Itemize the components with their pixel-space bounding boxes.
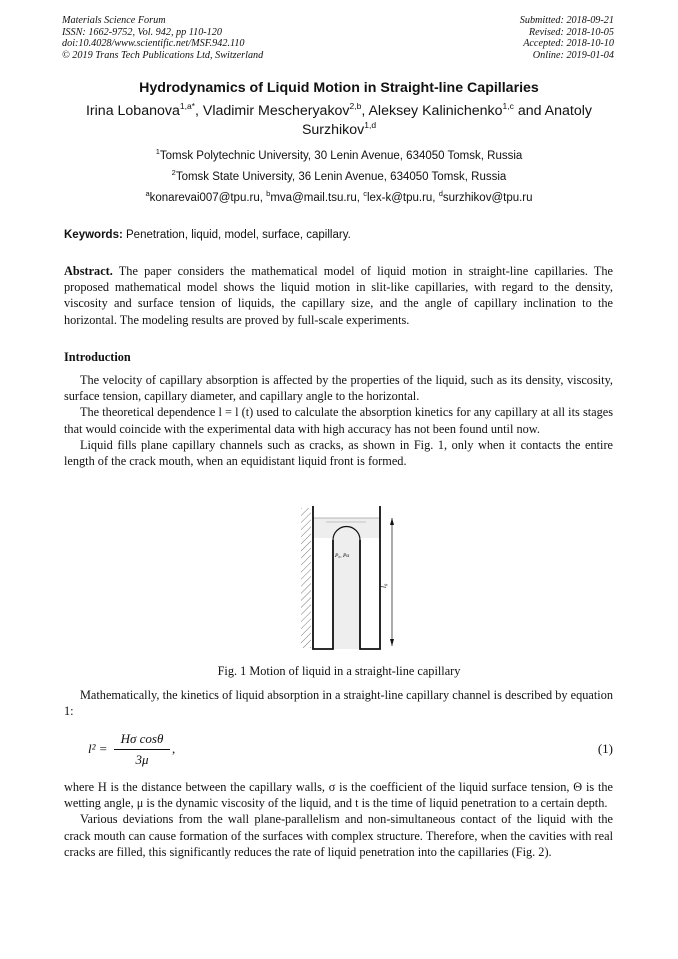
email-link[interactable]: lex-k@tpu.ru, [366, 192, 439, 204]
email-link[interactable]: konarevai007@tpu.ru, [149, 192, 267, 204]
liquid-column [333, 527, 360, 649]
journal-copyright: © 2019 Trans Tech Publications Ltd, Switzerland [62, 49, 264, 61]
equation-1 [88, 731, 613, 771]
date-accepted: Accepted: 2018-10-10 [523, 38, 614, 49]
introduction-body [64, 372, 613, 469]
author-affil-mark: 1,d [364, 120, 377, 130]
paragraph: Various deviations from the wall plane-parallelism and non-simultaneous contact of the liquid with the crack mouth can cause formation of the surfaces with complex structure. Therefore, when the cavities with real cracks are filled, this significantly reduces the rate of liquid penetration into the capillaries (Fig. 2). [64, 812, 613, 859]
date-submitted: Submitted: 2018-09-21 [519, 15, 614, 26]
date-online: Online: 2019-01-04 [532, 49, 614, 61]
math-paragraph: Mathematically, the kinetics of liquid absorption in a straight-line capillary channel is described by equation 1: [64, 688, 613, 719]
author-separator: , [194, 103, 203, 119]
journal-name: Materials Science Forum [62, 15, 166, 26]
left-wall-hatching [301, 508, 311, 648]
paragraph: The velocity of capillary absorption is affected by the properties of the liquid, such as its density, viscosity, surface tension, capillary diameter, and capillary angle to the horizontal. [64, 373, 613, 404]
after-equation-body [64, 779, 613, 860]
affiliation: $^1$Tomsk Polytechnic University, 30 Lenin Avenue, 634050 Tomsk, Russia [155, 147, 523, 162]
figure-caption: Fig. 1 Motion of liquid in a straight-line capillary [217, 664, 461, 678]
affiliation: $^2$Tomsk State University, 36 Lenin Avenue, 634050 Tomsk, Russia [171, 168, 507, 183]
author-affil-mark: 2,b [349, 101, 362, 111]
equation-numerator: Hσ cosθ [114, 731, 170, 750]
keywords-text: Penetration, liquid, model, surface, capillary. [126, 229, 351, 241]
abstract-text: The paper considers the mathematical model of liquid motion in straight-line capillaries. The proposed mathematical model shows the liquid motion in slit-like capillaries, with regard to the density, viscosity and surface tension of liquids, the capillary size, and the angle of capillary inclination to the horizontal. The modeling results are proved by full-scale experiments. [64, 264, 613, 327]
date-revised: Revised: 2018-10-05 [528, 26, 614, 38]
equation-fraction [114, 731, 170, 768]
journal-info [62, 15, 263, 61]
pressure-label: P₀, Pа [335, 553, 350, 559]
equation-number: (1) [597, 741, 613, 756]
paragraph: where H is the distance between the capillary walls, σ is the coefficient of the liquid surface tension, Θ is the wetting angle, μ is the dynamic viscosity of the liquid, and t is the time of liquid penetration to a certain depth. [64, 780, 613, 811]
author-name: Anatoly Surzhikov [301, 103, 592, 138]
length-arrow-bottom [390, 639, 394, 646]
section-heading: Introduction [64, 350, 131, 364]
author-name: Irina Lobanova [85, 103, 180, 119]
author-affil-mark: 1,a* [179, 101, 195, 111]
length-arrow-top [390, 518, 394, 525]
abstract [64, 263, 613, 328]
equation-denominator: 3μ [135, 752, 149, 767]
capillary-figure [292, 496, 412, 651]
paragraph: Liquid fills plane capillary channels such as cracks, as shown in Fig. 1, only when it contacts the entire length of the crack mouth, when an equidistant liquid front is formed. [64, 437, 613, 469]
equation-trailing-comma: , [172, 741, 176, 756]
paragraph: The theoretical dependence l = l (t) used to calculate the absorption kinetics for any capillary at all its stages that would coincide with the experimental data with high accuracy has not been found until now. [64, 405, 613, 436]
equation-lhs: l² = [88, 741, 108, 756]
author-affil-mark: 1,c [502, 101, 514, 111]
keywords [64, 229, 351, 241]
keywords-label: Keywords: [64, 229, 123, 241]
author-separator: , [361, 103, 369, 119]
author-emails: $^a$konarevai007@tpu.ru, $^b$mva@mail.tsu.ru, $^c$lex-k@tpu.ru, $^d$surzhikov@tpu.ru [145, 189, 533, 204]
journal-doi: doi:10.4028/www.scientific.net/MSF.942.110 [62, 38, 245, 49]
author-list [60, 102, 618, 140]
abstract-label: Abstract. [64, 264, 113, 278]
paper-title: Hydrodynamics of Liquid Motion in Straight-line Capillaries [139, 80, 539, 96]
journal-issn: ISSN: 1662-9752, Vol. 942, pp 110-120 [62, 26, 222, 38]
author-name: Aleksey Kalinichenko [368, 103, 503, 119]
length-label: l₀ [380, 583, 388, 588]
email-link[interactable]: mva@mail.tsu.ru, [270, 192, 364, 204]
email-link[interactable]: surzhikov@tpu.ru [442, 192, 533, 204]
author-separator: and [513, 103, 545, 119]
submission-dates [520, 15, 614, 61]
author-name: Vladimir Mescheryakov [202, 103, 350, 119]
